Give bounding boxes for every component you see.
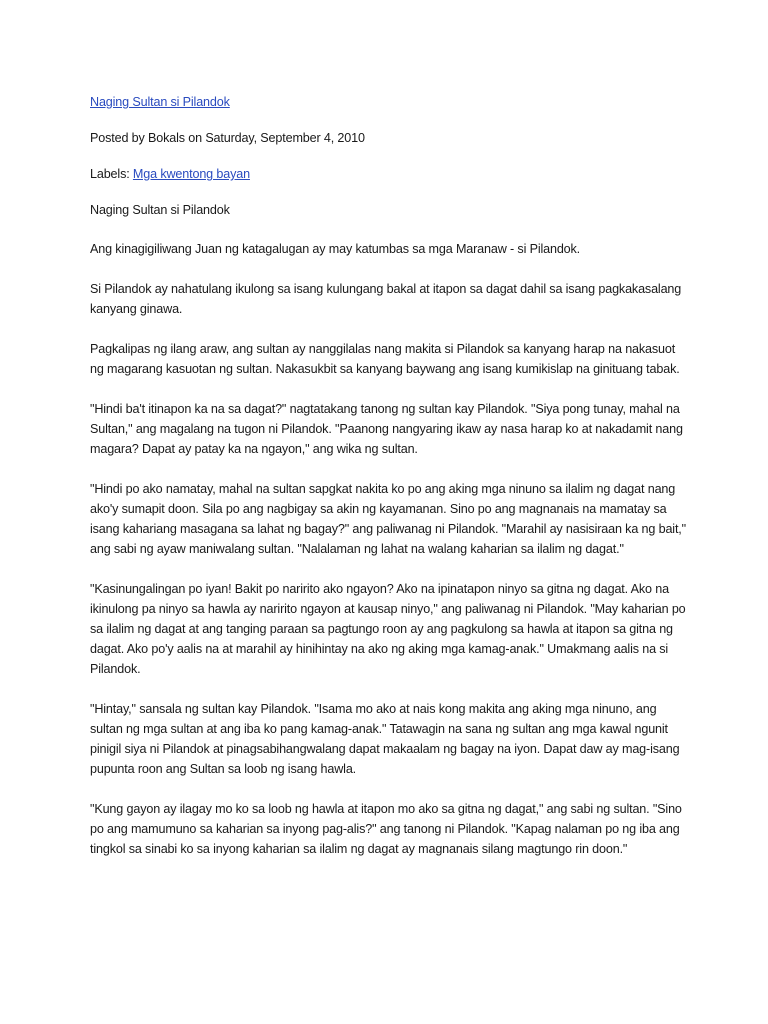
paragraph: "Hindi ba't itinapon ka na sa dagat?" nagtatakang tanong ng sultan kay Pilandok. "Siya pong tunay, mahal na Sultan," ang magalang na tugon ni Pilandok. "Paanong nangyaring ikaw ay nasa harap ko at nakadamit nang magara? Dapat ay patay ka na ngayon," ang wika ng sultan. — [90, 402, 683, 456]
paragraph: "Hindi po ako namatay, mahal na sultan sapgkat nakita ko po ang aking mga ninuno sa ilalim ng dagat nang ako'y sumapit doon. Sila po ang nagbigay sa akin ng kayamanan. Sino po ang magnanais na mamatay sa isang kahariang masagana sa lahat ng bagay?" ang paliwanag ni Pilandok. "Marahil ay nasisiraan ka ng bait," ang sabi ng ayaw maniwalang sultan. "Nalalaman ng lahat na walang kaharian sa ilalim ng dagat." — [90, 482, 686, 556]
post-byline: Posted by Bokals on Saturday, September 4, 2010 — [90, 131, 365, 145]
post-heading: Naging Sultan si Pilandok — [90, 203, 230, 217]
paragraph: Ang kinagigiliwang Juan ng katagalugan ay may katumbas sa mga Maranaw - si Pilandok. — [90, 242, 581, 256]
paragraph: "Kung gayon ay ilagay mo ko sa loob ng hawla at itapon mo ako sa gitna ng dagat," ang sabi ng sultan. "Sino po ang mamumuno sa kaharian sa inyong pag-alis?" ang tanong ni Pilandok. "Kapag nalaman po ng iba ang tingkol sa sinabi ko sa inyong kaharian sa ilalim ng dagat ay magnanais silang magtungo rin doon." — [90, 802, 682, 856]
paragraph: "Kasinungalingan po iyan! Bakit po naririto ako ngayon? Ako na ipinatapon ninyo sa gitna ng dagat. Ako na ikinulong pa ninyo sa hawla ay naririto ngayon at kausap ninyo," ang paliwanag ni Pilandok. "May kaharian po sa ilalim ng dagat at ang tanging paraan sa pagtungo roon ay ang pagkulong sa hawla at itapon sa gitna ng dagat. Ako po'y aalis na at marahil ay hinihintay na ako ng aking mga kamag-anak." Umakmang aalis na si Pilandok. — [90, 582, 686, 676]
post-labels — [90, 164, 690, 184]
paragraph: Pagkalipas ng ilang araw, ang sultan ay nanggilalas nang makita si Pilandok sa kanyang harap na nakasuot ng magarang kasuotan ng sultan. Nakasukbit sa kanyang baywang ang isang kumikislap na ginituang tabak. — [90, 342, 680, 376]
labels-prefix: Labels: — [90, 167, 133, 181]
post-title-link[interactable]: Naging Sultan si Pilandok — [90, 95, 230, 109]
blog-post — [90, 92, 690, 879]
label-link[interactable]: Mga kwentong bayan — [132, 167, 250, 181]
paragraph: "Hintay," sansala ng sultan kay Pilandok. "Isama mo ako at nais kong makita ang aking mga ninuno, ang sultan ng mga sultan at ang iba ko pang kamag-anak." Tatawagin na sana ng sultan ang mga kawal ngunit pinigil siya ni Pilandok at pinagsabihangwalang dapat makaalam ng bagay na iyon. Dapat daw ay mag-isang pupunta roon ang Sultan sa loob ng isang hawla. — [90, 702, 680, 776]
paragraph: Si Pilandok ay nahatulang ikulong sa isang kulungang bakal at itapon sa dagat dahil sa isang pagkakasalang kanyang ginawa. — [90, 282, 682, 316]
